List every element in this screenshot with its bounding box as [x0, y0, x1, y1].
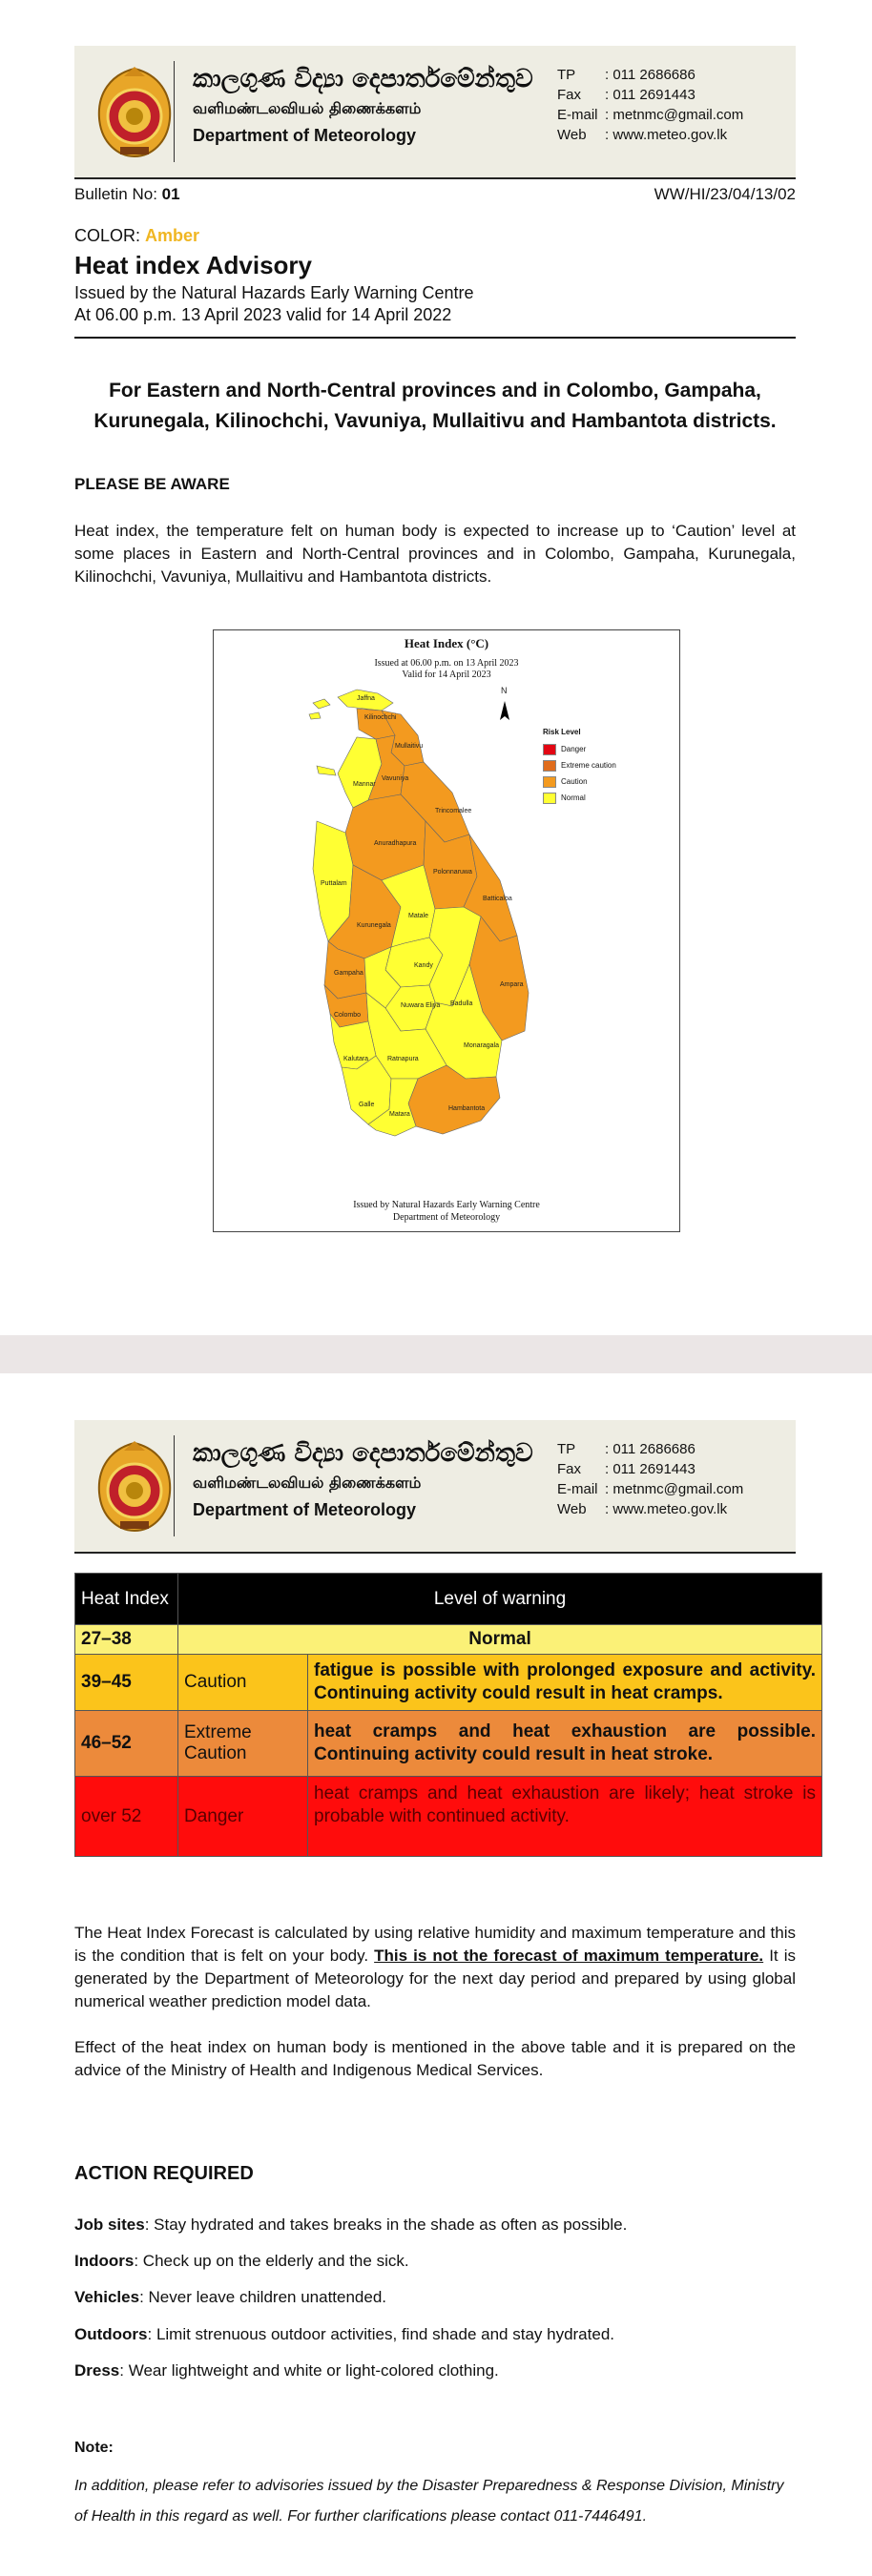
- header-band: [74, 1420, 796, 1554]
- department-emblem-icon: [92, 65, 177, 160]
- range-cell: over 52: [75, 1777, 178, 1857]
- bulletin-reference: WW/HI/23/04/13/02: [654, 185, 796, 203]
- district-label: Badulla: [450, 1000, 473, 1007]
- contact-fax: Fax : 011 2691443: [557, 1461, 696, 1477]
- map-title: Heat Index (°C): [404, 636, 489, 650]
- action-indoors: Indoors: Check up on the elderly and the sick.: [74, 2252, 409, 2270]
- aware-paragraph: Heat index, the temperature felt on human body is expected to increase up to ‘Caution’ level at some places in Eastern and North-Central provinces and in Colombo, Gampaha, Kurunegala, Kilinochchi, Vavuniya, Mullaitivu and Hambantota districts.: [74, 522, 796, 586]
- header-rule: [74, 337, 796, 339]
- district-label: Puttalam: [321, 880, 347, 887]
- contact-email: E-mail : metnmc@gmail.com: [557, 1481, 744, 1497]
- description-cell: heat cramps and heat exhaustion are possible. Continuing activity could result in heat stroke.: [308, 1711, 822, 1777]
- contact-block: [557, 65, 743, 145]
- header-level-of-warning: Level of warning: [178, 1574, 822, 1625]
- warning-color: COLOR: Amber: [74, 226, 200, 245]
- table-row: [75, 1711, 822, 1777]
- level-cell: Extreme Caution: [178, 1711, 308, 1777]
- district-label: Jaffna: [357, 695, 375, 702]
- district-label: Colombo: [334, 1012, 362, 1019]
- region-islands: [309, 699, 330, 719]
- contact-fax: Fax : 011 2691443: [557, 87, 696, 103]
- contact-email: E-mail : metnmc@gmail.com: [557, 107, 744, 123]
- legend-normal: Normal: [543, 790, 616, 806]
- action-vehicles: Vehicles: Never leave children unattended.: [74, 2288, 387, 2306]
- department-name-tamil: வளிமண்டலவியல் திணைக்களம்: [193, 1473, 422, 1492]
- map-issued: Issued at 06.00 p.m. on 13 April 2023: [374, 658, 519, 669]
- range-cell: 27–38: [75, 1625, 178, 1655]
- map-legend: [543, 728, 616, 806]
- table-row: [75, 1625, 822, 1655]
- page-2: [0, 1373, 872, 2576]
- district-label: Mannar: [353, 781, 376, 788]
- note-heading: Note:: [74, 2440, 114, 2456]
- contact-tp: TP : 011 2686686: [557, 1441, 696, 1457]
- map-valid: Valid for 14 April 2023: [402, 670, 491, 680]
- table-row: [75, 1655, 822, 1711]
- forecast-paragraph: The Heat Index Forecast is calculated by using relative humidity and maximum temperature and this is the condition that is felt on your body. This is not the forecast of maximum temperature. It is generated by the Department of Meteorology for the next day period and prepared by using global numerical weather prediction model data.: [74, 1924, 796, 2010]
- district-label: Matale: [408, 913, 429, 919]
- department-name-sinhala: කාලගුණ විද්‍යා දෙපාර්තමේන්තුව: [193, 65, 533, 93]
- north-label: N: [501, 686, 508, 695]
- level-cell: Normal: [178, 1625, 822, 1655]
- map-footer-centre: Issued by Natural Hazards Early Warning Centre: [353, 1200, 540, 1210]
- action-job-sites: Job sites: Stay hydrated and takes breaks in the shade as often as possible.: [74, 2215, 628, 2234]
- range-cell: 46–52: [75, 1711, 178, 1777]
- level-cell: Caution: [178, 1655, 308, 1711]
- legend-caution: Caution: [543, 773, 616, 790]
- header-band: [74, 46, 796, 179]
- district-label: Trincomalee: [435, 808, 472, 814]
- contact-web: Web : www.meteo.gov.lk: [557, 1501, 728, 1517]
- header-divider: [174, 1435, 175, 1536]
- contact-web: Web : www.meteo.gov.lk: [557, 127, 728, 143]
- department-emblem-icon: [92, 1439, 177, 1535]
- department-name-english: Department of Meteorology: [193, 126, 417, 145]
- legend-extreme-caution: Extreme caution: [543, 757, 616, 773]
- department-names: [193, 63, 533, 149]
- district-label: Hambantota: [448, 1105, 486, 1112]
- level-cell: Danger: [178, 1777, 308, 1857]
- department-name-english: Department of Meteorology: [193, 1500, 417, 1519]
- description-cell: heat cramps and heat exhaustion are likely; heat stroke is probable with continued activity.: [308, 1777, 822, 1857]
- district-label: Nuwara Eliya: [401, 1002, 441, 1009]
- legend-title: Risk Level: [543, 728, 581, 736]
- table-row: [75, 1777, 822, 1857]
- action-dress: Dress: Wear lightweight and white or light-colored clothing.: [74, 2361, 499, 2380]
- district-label: Ampara: [500, 981, 524, 988]
- not-max-temp-note: This is not the forecast of maximum temperature.: [374, 1947, 764, 1965]
- description-cell: fatigue is possible with prolonged exposure and activity. Continuing activity could result in heat cramps.: [308, 1655, 822, 1711]
- district-label: Batticaloa: [483, 896, 512, 902]
- legend-danger: Danger: [543, 741, 616, 757]
- department-name-sinhala: කාලගුණ විද්‍යා දෙපාර්තමේන්තුව: [193, 1439, 533, 1468]
- district-label: Ratnapura: [387, 1056, 419, 1062]
- district-label: Kurunegala: [357, 922, 391, 929]
- contact-block: [557, 1439, 743, 1519]
- effect-paragraph: Effect of the heat index on human body is mentioned in the above table and it is prepared on the advice of the Ministry of Health and Indigenous Medical Services.: [74, 2038, 796, 2079]
- district-label: Kalutara: [343, 1056, 369, 1062]
- range-cell: 39–45: [75, 1655, 178, 1711]
- note-text: In addition, please refer to advisories issued by the Disaster Preparedness & Response Division, Ministry of Health in this regard as well. For further clarifications please contact 011-7446491.: [74, 2478, 784, 2524]
- district-label: Kandy: [414, 962, 433, 969]
- map-footer-department: Department of Meteorology: [392, 1212, 501, 1223]
- district-label: Vavuniya: [382, 775, 409, 782]
- action-outdoors: Outdoors: Limit strenuous outdoor activities, find shade and stay hydrated.: [74, 2325, 614, 2343]
- district-label: Galle: [359, 1102, 375, 1108]
- header-heat-index: Heat Index: [75, 1574, 178, 1625]
- affected-regions: For Eastern and North-Central provinces and in Colombo, Gampaha, Kurunegala, Kilinochchi, Vavuniya, Mullaitivu and Hambantota districts.: [93, 380, 777, 432]
- sri-lanka-map: [214, 630, 681, 1233]
- department-names: [193, 1437, 533, 1523]
- district-label: Polonnaruwa: [433, 869, 472, 876]
- heat-index-table: [74, 1573, 822, 1857]
- district-label: Anuradhapura: [374, 840, 417, 847]
- issued-at: At 06.00 p.m. 13 April 2023 valid for 14 April 2022: [74, 305, 452, 324]
- district-label: Gampaha: [334, 970, 363, 977]
- bulletin-number: Bulletin No: 01: [74, 185, 180, 203]
- issued-by: Issued by the Natural Hazards Early Warning Centre: [74, 283, 474, 302]
- bulletin-row: [74, 185, 796, 204]
- north-arrow-icon: [500, 701, 509, 720]
- region-mannar-island: [317, 766, 336, 775]
- heat-index-map: [213, 629, 680, 1232]
- advisory-title: Heat index Advisory: [74, 251, 313, 279]
- contact-tp: TP : 011 2686686: [557, 67, 696, 83]
- table-header-row: [75, 1574, 822, 1625]
- header-divider: [174, 61, 175, 162]
- color-value: Amber: [145, 226, 200, 245]
- department-name-tamil: வளிமண்டலவியல் திணைக்களம்: [193, 99, 422, 117]
- district-label: Mullaitivu: [395, 743, 424, 750]
- district-label: Matara: [389, 1111, 410, 1118]
- aware-heading: PLEASE BE AWARE: [74, 475, 230, 493]
- district-label: Kilinochchi: [364, 714, 397, 721]
- action-required-heading: ACTION REQUIRED: [74, 2163, 254, 2184]
- district-label: Monaragala: [464, 1042, 499, 1049]
